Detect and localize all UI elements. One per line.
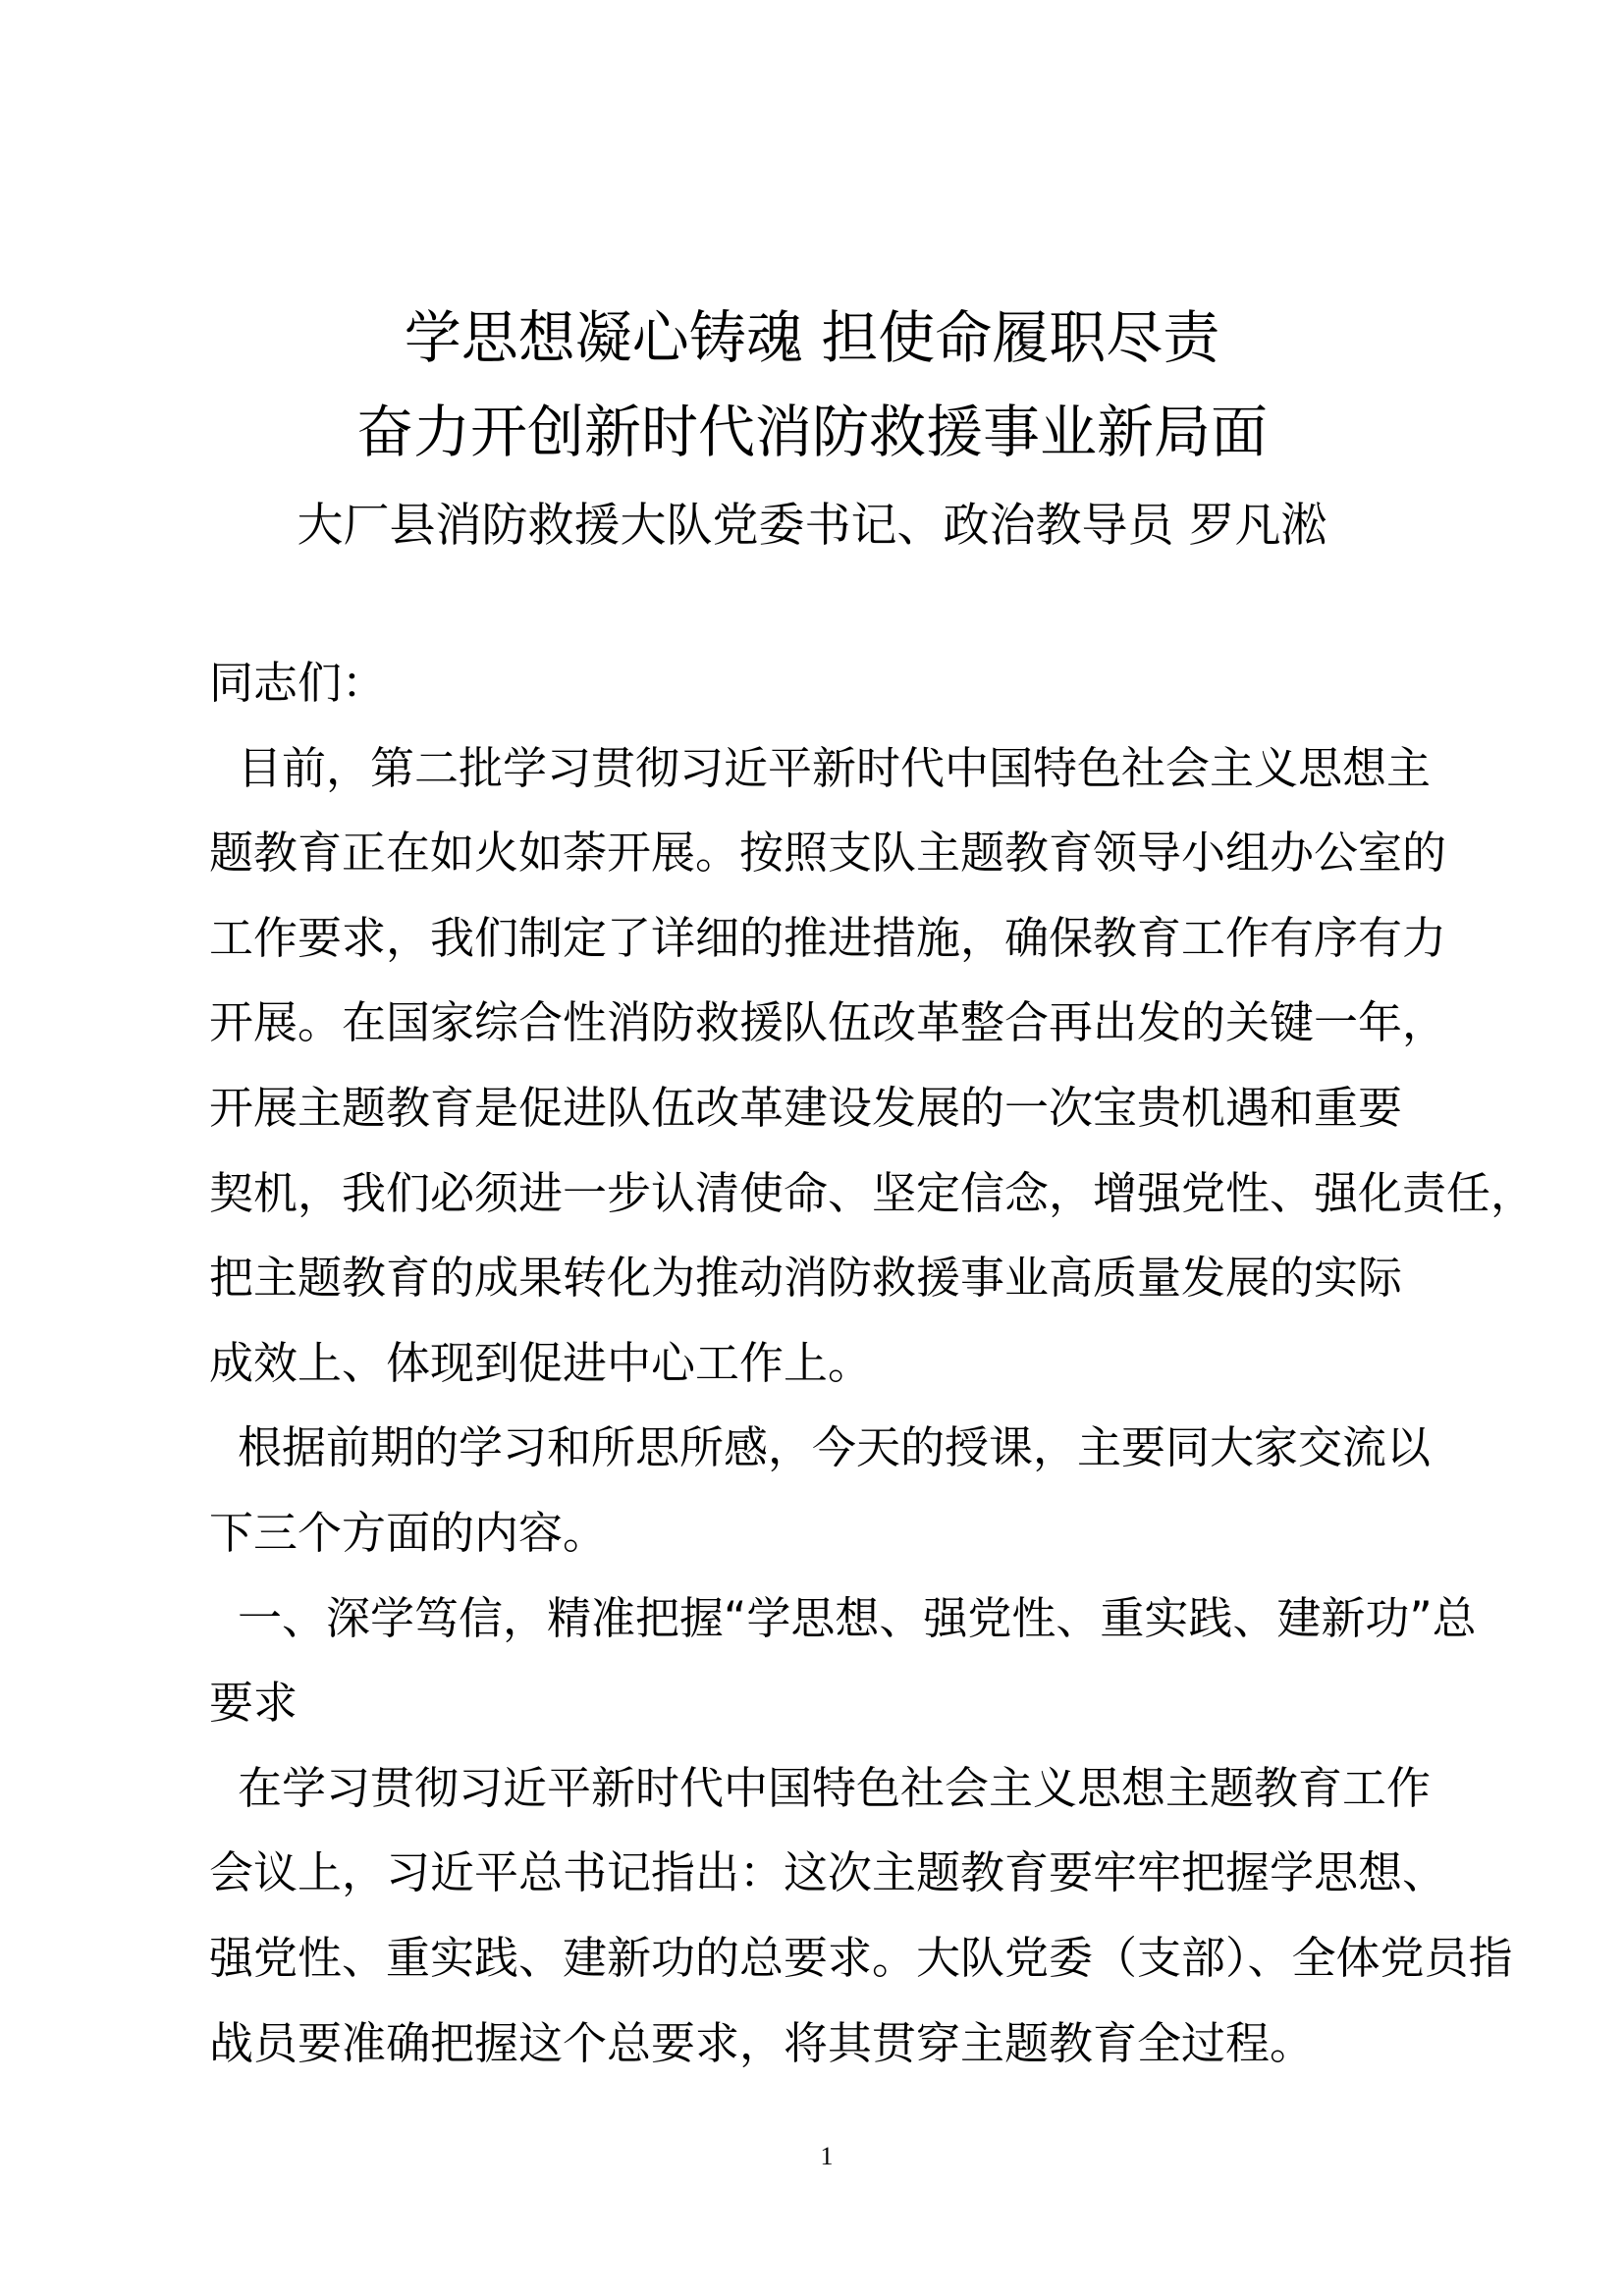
section-heading-1: [209, 1576, 1477, 1746]
title-line-1: 学思想凝心铸魂 担使命履职尽责: [404, 304, 1220, 371]
text-line: 成效上、体现到促进中心工作上。: [209, 1336, 873, 1389]
text-line: 目前，第二批学习贯彻习近平新时代中国特色社会主义思想主: [238, 741, 1432, 794]
intro-paragraph: [209, 726, 1536, 1407]
section-body-paragraph: [209, 1746, 1513, 2086]
text-line: 下三个方面的内容。: [209, 1506, 608, 1559]
page-number: 1: [820, 2142, 834, 2170]
paragraph-text: [209, 726, 1536, 1407]
author-byline: 大厂县消防救援大队党委书记、政治教导员 罗凡淞: [297, 499, 1327, 553]
text-line: 一、深学笃信，精准把握“学思想、强党性、重实践、建新功”总: [238, 1591, 1477, 1644]
text-line: 战员要准确把握这个总要求，将其贯穿主题教育全过程。: [209, 2016, 1315, 2069]
text-line: 会议上，习近平总书记指出：这次主题教育要牢牢把握学思想、: [209, 1846, 1447, 1899]
overview-paragraph: [209, 1406, 1432, 1575]
text-line: 契机，我们必须进一步认清使命、坚定信念，增强党性、强化责任，: [209, 1166, 1536, 1219]
text-line: 根据前期的学习和所思所感，今天的授课，主要同大家交流以: [238, 1421, 1432, 1474]
text-line: 开展主题教育是促进队伍改革建设发展的一次宝贵机遇和重要: [209, 1081, 1403, 1134]
paragraph-text: [209, 1406, 1432, 1575]
paragraph-text: [209, 641, 1427, 726]
paragraph-text: [209, 1746, 1513, 2086]
document-body: [209, 641, 1536, 2086]
text-line: 题教育正在如火如荼开展。按照支队主题教育领导小组办公室的: [209, 827, 1447, 880]
text-line: 强党性、重实践、建新功的总要求。大队党委（支部）、全体党员指: [209, 1931, 1513, 1984]
text-line: 开展。在国家综合性消防救援队伍改革整合再出发的关键一年，: [209, 996, 1447, 1049]
text-line: 把主题教育的成果转化为推动消防救援事业高质量发展的实际: [209, 1252, 1403, 1305]
text-line: 在学习贯彻习近平新时代中国特色社会主义思想主题教育工作: [238, 1761, 1432, 1814]
text-line: 要求: [209, 1677, 298, 1730]
paragraph-text: [209, 1576, 1477, 1746]
document-header: [0, 291, 1624, 573]
text-line: 工作要求，我们制定了详细的推进措施，确保教育工作有序有力: [209, 911, 1447, 964]
salutation-paragraph: [209, 641, 1427, 726]
text-line: 同志们：: [209, 657, 387, 709]
title-line-2: 奋力开创新时代消防救援事业新局面: [355, 399, 1268, 465]
